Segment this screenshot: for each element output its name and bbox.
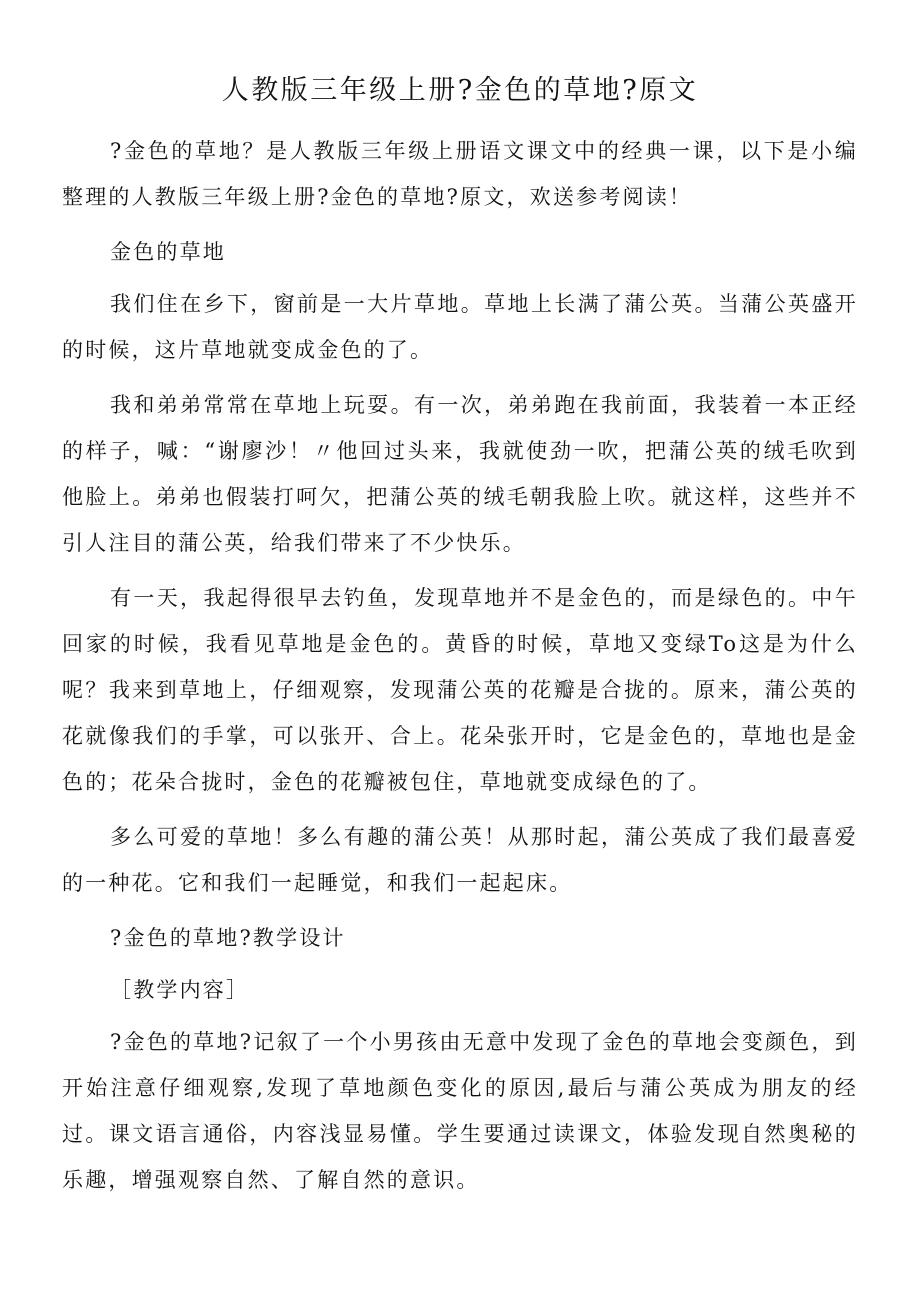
story-paragraph: 我们住在乡下，窗前是一大片草地。草地上长满了蒲公英。当蒲公英盛开的时候，这片草地就变成金色的了。 bbox=[62, 292, 858, 362]
section-heading-teaching-content: ［教学内容］ bbox=[110, 978, 250, 1002]
document-title: 人教版三年级上册?金色的草地?原文 bbox=[221, 75, 699, 106]
story-paragraph: 有一天，我起得很早去钓鱼，发现草地并不是金色的，而是绿色的。中午回家的时候，我看见草地是金色的。黄昏的时候，草地又变绿To这是为什么呢？我来到草地上，仔细观察，发现蒲公英的花瓣是合拢的。原来，蒲公英的花就像我们的手掌，可以张开、合上。花朵张开时，它是金色的，草地也是金色的；花朵合拢时，金色的花瓣被包住，草地就变成绿色的了。 bbox=[62, 586, 858, 794]
section-heading-story-title: 金色的草地 bbox=[110, 240, 226, 264]
teaching-content-paragraph: ?金色的草地?记叙了一个小男孩由无意中发现了金色的草地会变颜色，到开始注意仔细观察,发现了草地颜色变化的原因,最后与蒲公英成为朋友的经过。课文语言通俗，内容浅显易懂。学生要通过读课文，体验发现自然奥秘的乐趣，增强观察自然、了解自然的意识。 bbox=[62, 1030, 858, 1192]
section-heading-teaching-design: ?金色的草地?教学设计 bbox=[110, 926, 346, 950]
story-paragraph: 我和弟弟常常在草地上玩耍。有一次，弟弟跑在我前面，我装着一本正经的样子，喊：“谢廖沙！〃他回过头来，我就使劲一吹，把蒲公英的绒毛吹到他脸上。弟弟也假装打呵欠，把蒲公英的绒毛朝我脸上吹。就这样，这些并不引人注目的蒲公英，给我们带来了不少快乐。 bbox=[62, 393, 858, 555]
intro-paragraph: ?金色的草地？是人教版三年级上册语文课文中的经典一课，以下是小编整理的人教版三年级上册?金色的草地?原文，欢送参考阅读！ bbox=[62, 139, 858, 209]
story-paragraph: 多么可爱的草地！多么有趣的蒲公英！从那时起，蒲公英成了我们最喜爱的一种花。它和我们一起睡觉，和我们一起起床。 bbox=[62, 825, 858, 895]
